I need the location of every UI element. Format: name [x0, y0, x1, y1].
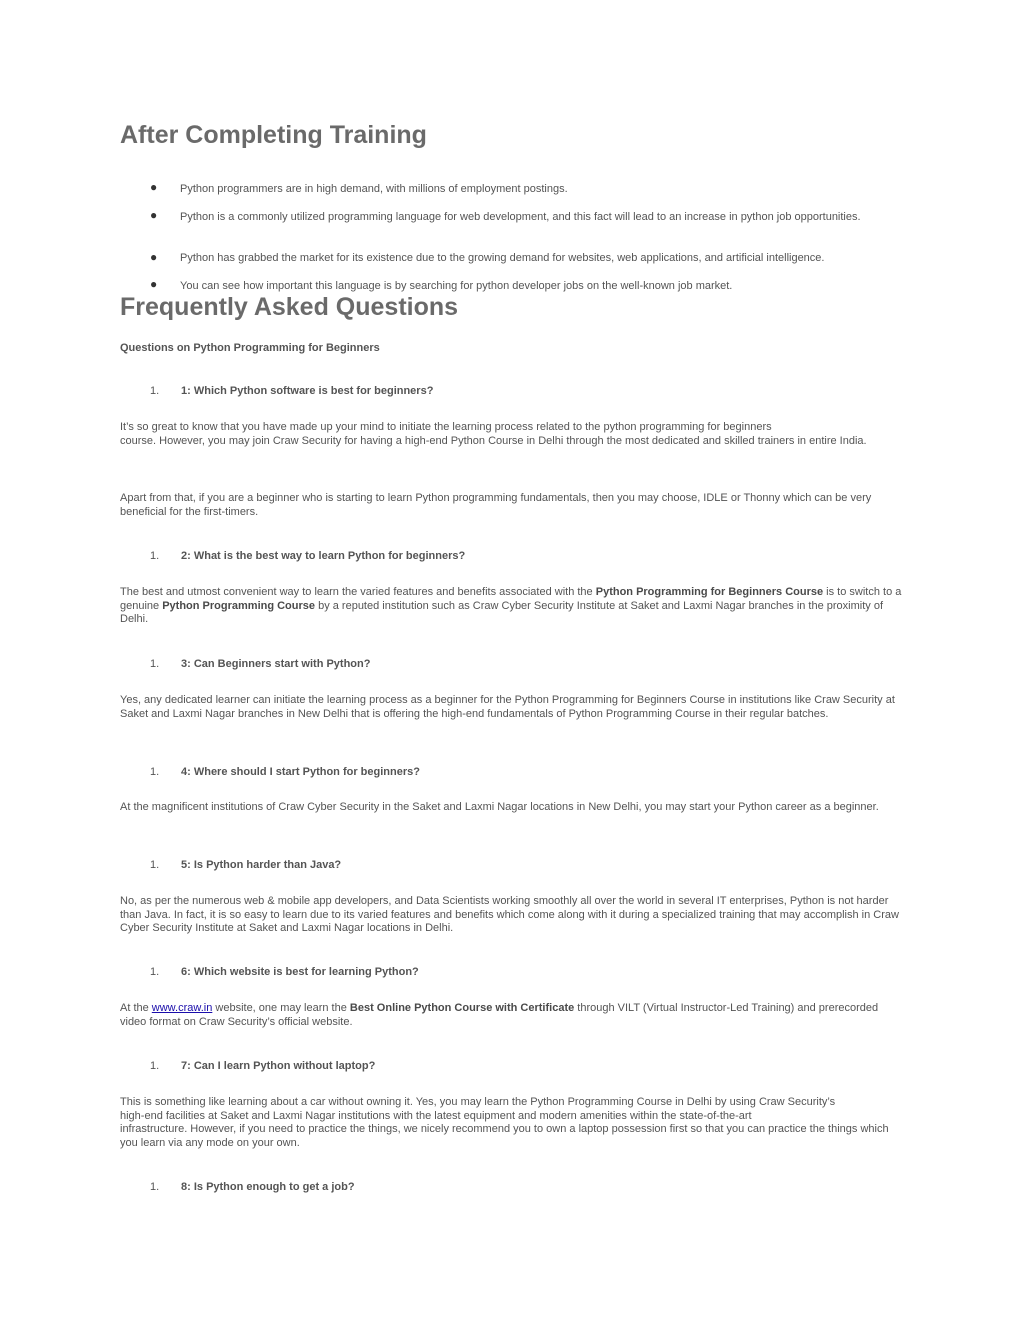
list-number: 1. [150, 1060, 160, 1072]
list-number: 1. [150, 385, 160, 397]
section-heading-faq: Frequently Asked Questions [120, 293, 459, 321]
bullet-icon: ● [150, 277, 158, 291]
faq-answer-6 [120, 1002, 905, 1029]
answer-text: website, one may learn the [212, 1002, 350, 1014]
list-number: 1. [150, 859, 160, 871]
answer-text: is to switch to a genuine [120, 586, 902, 612]
answer-text: through VILT (Virtual Instructor-Led Training) and prerecorded video format on Craw Security’s official website. [120, 1002, 879, 1028]
bullet-item: Python has grabbed the market for its existence due to the growing demand for websites, web applications, and artificial intelligence. [180, 252, 825, 264]
faq-question-7: 7: Can I learn Python without laptop? [181, 1060, 376, 1072]
section-heading-after-training: After Completing Training [120, 121, 427, 149]
bullet-icon: ● [150, 250, 158, 264]
faq-subheading: Questions on Python Programming for Beginners [120, 342, 380, 354]
bullet-item: Python is a commonly utilized programming language for web development, and this fact will lead to an increase in python job opportunities. [180, 211, 861, 223]
answer-text: The best and utmost convenient way to learn the varied features and benefits associated with the [120, 586, 596, 598]
list-number: 1. [150, 658, 160, 670]
answer-bold-text: Python Programming Course [162, 599, 316, 612]
answer-bold-text: Python Programming for Beginners Course [595, 586, 824, 598]
bullet-icon: ● [150, 208, 158, 222]
faq-question-6: 6: Which website is best for learning Python? [181, 966, 419, 978]
faq-answer-7-line-2: high-end facilities at Saket and Laxmi Nagar institutions with the latest equipment and modern amenities within the state-of-the-art [120, 1109, 752, 1122]
faq-question-5: 5: Is Python harder than Java? [181, 859, 342, 871]
faq-question-8: 8: Is Python enough to get a job? [181, 1181, 355, 1193]
list-number: 1. [150, 766, 160, 778]
answer-text: At the [120, 1002, 152, 1014]
faq-answer-2 [120, 586, 905, 627]
faq-answer-7-line-3: infrastructure. However, if you need to practice the things, we nicely recommend you to own a laptop possession first so that you can practice the things which you learn via any mode on your own. [120, 1123, 889, 1149]
list-number: 1. [150, 1181, 160, 1193]
bullet-item: You can see how important this language is by searching for python developer jobs on the well-known job market. [180, 280, 733, 292]
faq-answer-5: No, as per the numerous web & mobile app developers, and Data Scientists working smoothly all over the world in several IT enterprises, Python is not harder than Java. In fact, it is so easy to learn due to its varied features and benefits which come along with it during a specialized training that may accomplish in Craw Cyber Security Institute at Saket and Laxmi Nagar locations in Delhi. [120, 895, 899, 934]
faq-answer-1-paragraph-2: Apart from that, if you are a beginner who is starting to learn Python programming fundamentals, then you may choose, IDLE or Thonny which can be very beneficial for the first-timers. [120, 492, 872, 518]
faq-answer-3: Yes, any dedicated learner can initiate the learning process as a beginner for the Python Programming for Beginners Course in institutions like Craw Security at Saket and Laxmi Nagar branches in New Delhi that is offering the high-end fundamentals of Python Programming Course in their regular batches. [120, 694, 895, 720]
faq-answer-7-line-1: This is something like learning about a car without owning it. Yes, you may learn the Python Programming Course in Delhi by using Craw Security’s [120, 1096, 836, 1108]
faq-question-1: 1: Which Python software is best for beginners? [181, 385, 434, 397]
list-number: 1. [150, 550, 160, 562]
bullet-icon: ● [150, 180, 158, 194]
bullet-item: Python programmers are in high demand, with millions of employment postings. [180, 183, 568, 195]
craw-website-link[interactable]: www.craw.in [151, 1002, 213, 1014]
faq-answer-1-line-1: It’s so great to know that you have made up your mind to initiate the learning process related to the python programming for beginners [120, 421, 772, 433]
faq-question-3: 3: Can Beginners start with Python? [181, 658, 371, 670]
faq-answer-7 [120, 1096, 905, 1150]
faq-question-4: 4: Where should I start Python for beginners? [181, 766, 420, 778]
answer-bold-text: Best Online Python Course with Certificate [349, 1002, 575, 1014]
faq-answer-1 [120, 421, 905, 448]
faq-question-2: 2: What is the best way to learn Python for beginners? [181, 550, 466, 562]
faq-answer-4: At the magnificent institutions of Craw Cyber Security in the Saket and Laxmi Nagar locations in New Delhi, you may start your Python career as a beginner. [120, 801, 879, 813]
list-number: 1. [150, 966, 160, 978]
faq-answer-1-line-2: course. However, you may join Craw Security for having a high-end Python Course in Delhi through the most dedicated and skilled trainers in entire India. [120, 434, 867, 447]
answer-text: by a reputed institution such as Craw Cyber Security Institute at Saket and Laxmi Nagar branches in the proximity of Delhi. [120, 599, 884, 625]
